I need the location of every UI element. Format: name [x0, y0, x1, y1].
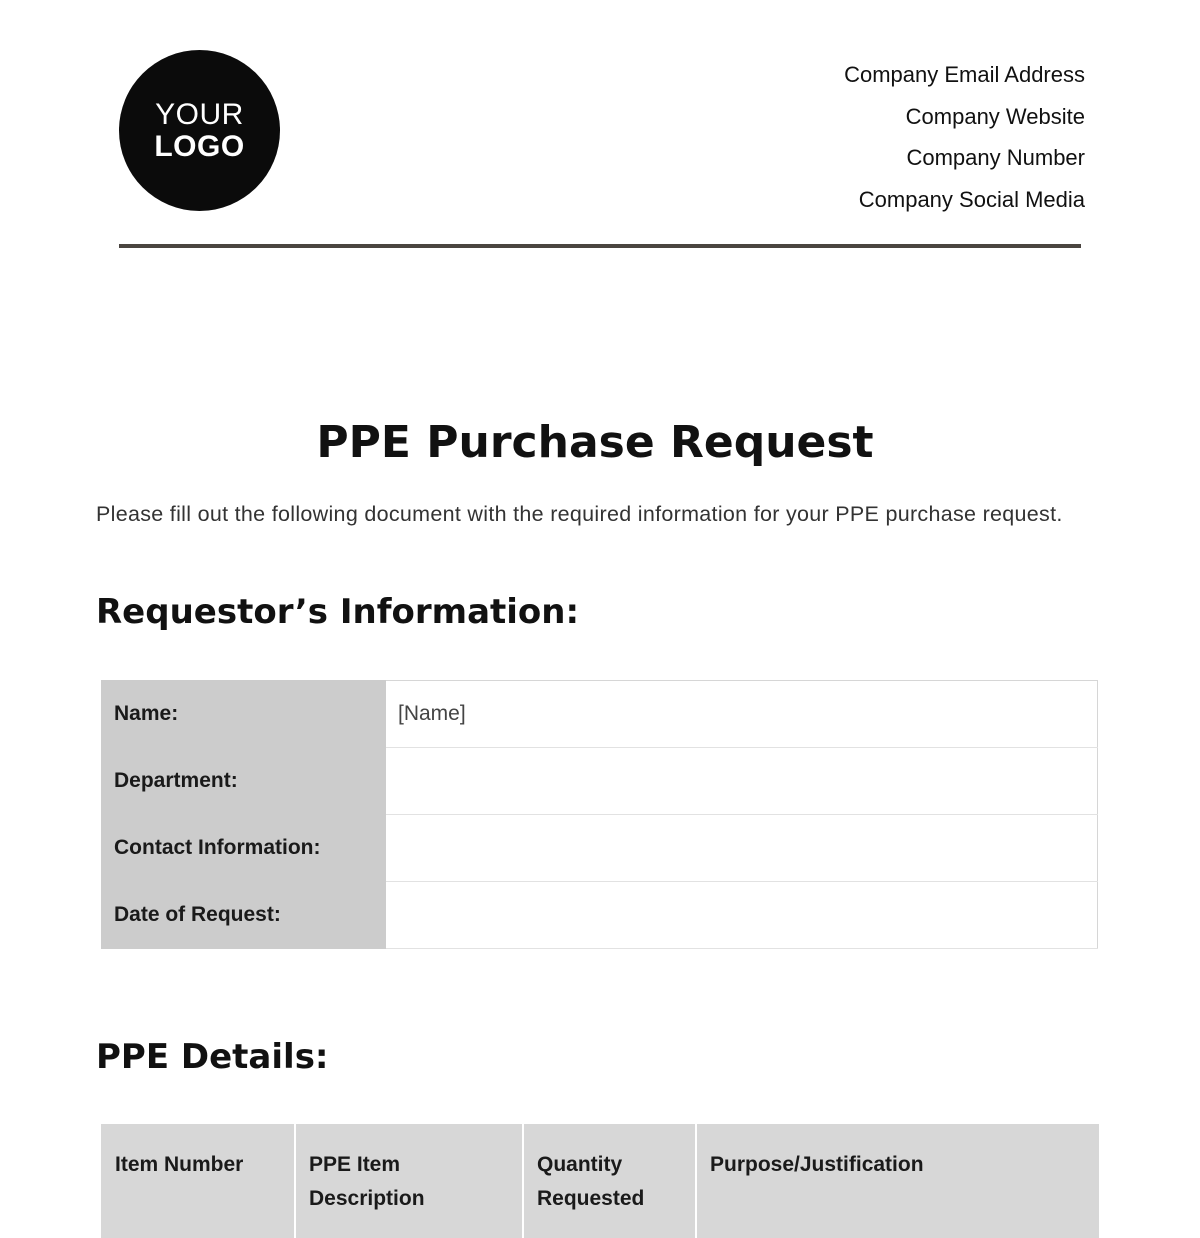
contact-information-label: Contact Information:	[101, 815, 386, 882]
column-header-item-number: Item Number	[102, 1124, 296, 1238]
requestor-info-table	[101, 680, 1098, 949]
logo-text-top: YOUR	[155, 97, 244, 131]
table-row	[101, 882, 1098, 949]
department-label: Department:	[101, 748, 386, 815]
company-social-media: Company Social Media	[858, 186, 1085, 212]
ppe-details-table	[101, 1124, 1099, 1238]
column-header-purpose-justification: Purpose/Justification	[696, 1124, 1099, 1238]
company-number: Company Number	[906, 145, 1085, 170]
company-contact-block	[844, 54, 1085, 220]
column-header-quantity-requested: Quantity Requested	[523, 1124, 696, 1238]
date-of-request-label: Date of Request:	[101, 882, 386, 949]
name-label: Name:	[101, 681, 386, 748]
requestor-section-heading: Requestor’s Information:	[96, 592, 580, 632]
company-logo	[119, 50, 280, 211]
name-field[interactable]: [Name]	[386, 681, 1098, 748]
intro-paragraph: Please fill out the following document with the required information for your PPE purchase request.	[96, 502, 1063, 526]
contact-information-field[interactable]	[386, 815, 1098, 882]
ppe-details-heading: PPE Details:	[96, 1037, 329, 1077]
date-of-request-field[interactable]	[386, 882, 1098, 949]
header-divider	[119, 244, 1081, 248]
table-row	[101, 748, 1098, 815]
company-email: Company Email Address	[844, 62, 1085, 87]
table-row	[101, 681, 1098, 748]
department-field[interactable]	[386, 748, 1098, 815]
table-row	[101, 815, 1098, 882]
company-website: Company Website	[905, 103, 1085, 129]
table-header-row	[102, 1124, 1099, 1238]
column-header-ppe-item-description: PPE Item Description	[295, 1124, 523, 1238]
logo-text-bottom: LOGO	[154, 129, 245, 163]
document-title: PPE Purchase Request	[316, 417, 874, 468]
